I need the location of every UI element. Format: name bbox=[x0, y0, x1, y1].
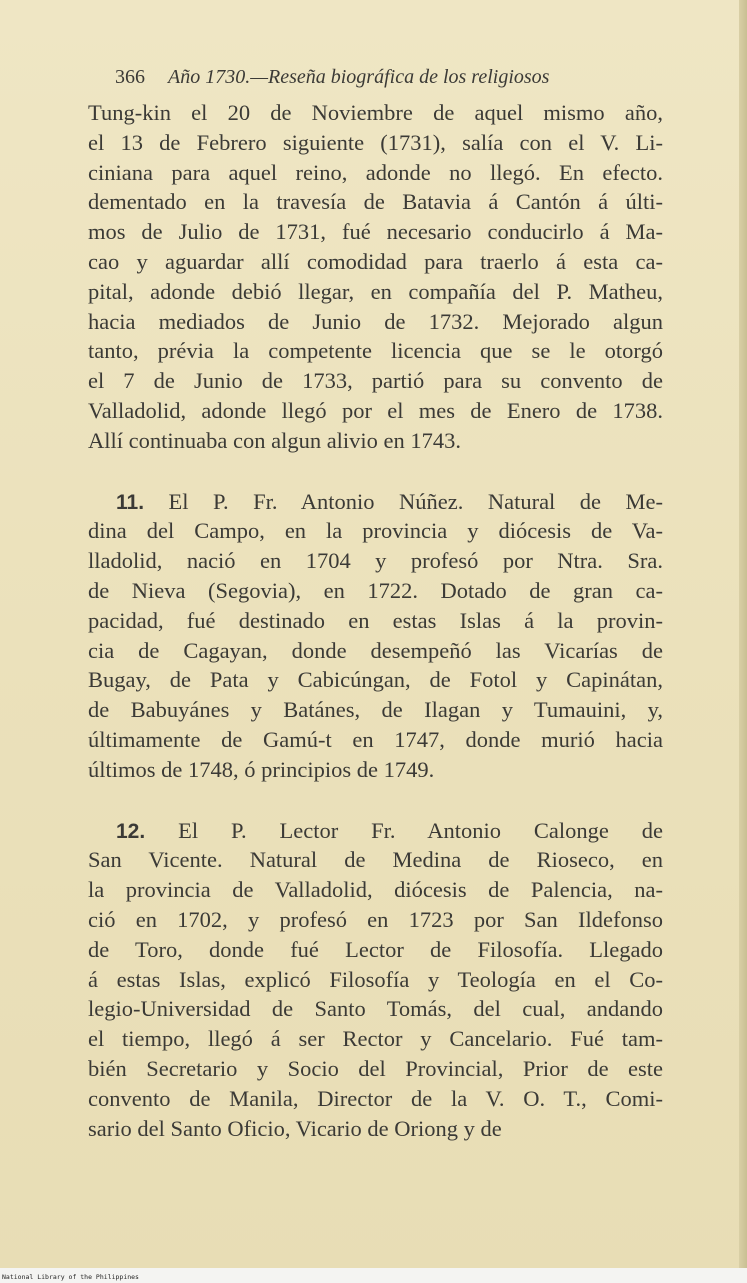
paragraph-continuation bbox=[88, 98, 663, 456]
entry-heading-text: El P. Lector Fr. Antonio Calonge de bbox=[178, 817, 664, 843]
text-line: la provincia de Valladolid, diócesis de Palencia, na- bbox=[88, 877, 663, 903]
entry-first-line bbox=[88, 816, 663, 846]
text-line: sario del Santo Oficio, Vicario de Oriong y de bbox=[88, 1115, 502, 1141]
text-line: San Vicente. Natural de Medina de Rioseco, en bbox=[88, 847, 663, 873]
text-line: de Nieva (Segovia), en 1722. Dotado de gran ca- bbox=[88, 577, 663, 603]
entry-number: 12. bbox=[116, 819, 146, 843]
text-line: cao y aguardar allí comodidad para traerlo á esta ca- bbox=[88, 248, 663, 274]
text-line: convento de Manila, Director de la V. O. T., Comi- bbox=[88, 1085, 663, 1111]
entry-number: 11. bbox=[116, 490, 145, 514]
text-line: Valladolid, adonde llegó por el mes de Enero de 1738. bbox=[88, 397, 663, 423]
library-credit: National Library of the Philippines bbox=[2, 1273, 139, 1281]
entry-11 bbox=[88, 487, 663, 785]
text-line: lladolid, nació en 1704 y profesó por Ntra. Sra. bbox=[88, 548, 663, 574]
page-edge-shadow bbox=[739, 0, 747, 1283]
text-line: á estas Islas, explicó Filosofía y Teología en el Co- bbox=[88, 966, 663, 992]
text-line: cia de Cagayan, donde desempeñó las Vicarías de bbox=[88, 637, 663, 663]
text-line: de Babuyánes y Batánes, de Ilagan y Tumauini, y, bbox=[88, 697, 663, 723]
text-line: Bugay, de Pata y Cabicúngan, de Fotol y Capinátan, bbox=[88, 667, 663, 693]
entry-12 bbox=[88, 816, 663, 1144]
text-line: dina del Campo, en la provincia y diócesis de Va- bbox=[88, 518, 663, 544]
running-title: Año 1730.—Reseña biográfica de los religiosos bbox=[168, 66, 550, 88]
text-line: el 13 de Febrero siguiente (1731), salía con el V. Li- bbox=[88, 129, 663, 155]
entry-heading-text: El P. Fr. Antonio Núñez. Natural de Me- bbox=[168, 488, 663, 514]
text-line: últimos de 1748, ó principios de 1749. bbox=[88, 756, 435, 782]
text-line: el tiempo, llegó á ser Rector y Cancelario. Fué tam- bbox=[88, 1026, 663, 1052]
text-line: pacidad, fué destinado en estas Islas á la provin- bbox=[88, 607, 663, 633]
text-line: de Toro, donde fué Lector de Filosofía. Llegado bbox=[88, 936, 663, 962]
text-line: últimamente de Gamú-t en 1747, donde murió hacia bbox=[88, 726, 663, 752]
text-line: Allí continuaba con algun alivio en 1743. bbox=[88, 427, 462, 453]
text-line: ciniana para aquel reino, adonde no llegó. En efecto. bbox=[88, 159, 663, 185]
entry-first-line bbox=[88, 487, 663, 517]
text-line: legio-Universidad de Santo Tomás, del cual, andando bbox=[88, 996, 663, 1022]
text-line: ció en 1702, y profesó en 1723 por San Ildefonso bbox=[88, 906, 663, 932]
text-line: bién Secretario y Socio del Provincial, Prior de este bbox=[88, 1055, 663, 1081]
text-line: mos de Julio de 1731, fué necesario conducirlo á Ma- bbox=[88, 219, 663, 245]
text-line: el 7 de Junio de 1733, partió para su convento de bbox=[88, 368, 663, 394]
text-line: tanto, prévia la competente licencia que se le otorgó bbox=[88, 338, 663, 364]
page-number: 366 bbox=[115, 66, 145, 88]
text-line: hacia mediados de Junio de 1732. Mejorado algun bbox=[88, 308, 663, 334]
text-line: dementado en la travesía de Batavia á Cantón á últi- bbox=[88, 189, 663, 215]
text-line: pital, adonde debió llegar, en compañía del P. Matheu, bbox=[88, 278, 663, 304]
text-line: Tung-kin el 20 de Noviembre de aquel mismo año, bbox=[88, 100, 663, 125]
page-header bbox=[115, 66, 675, 94]
page-body bbox=[88, 98, 663, 1143]
